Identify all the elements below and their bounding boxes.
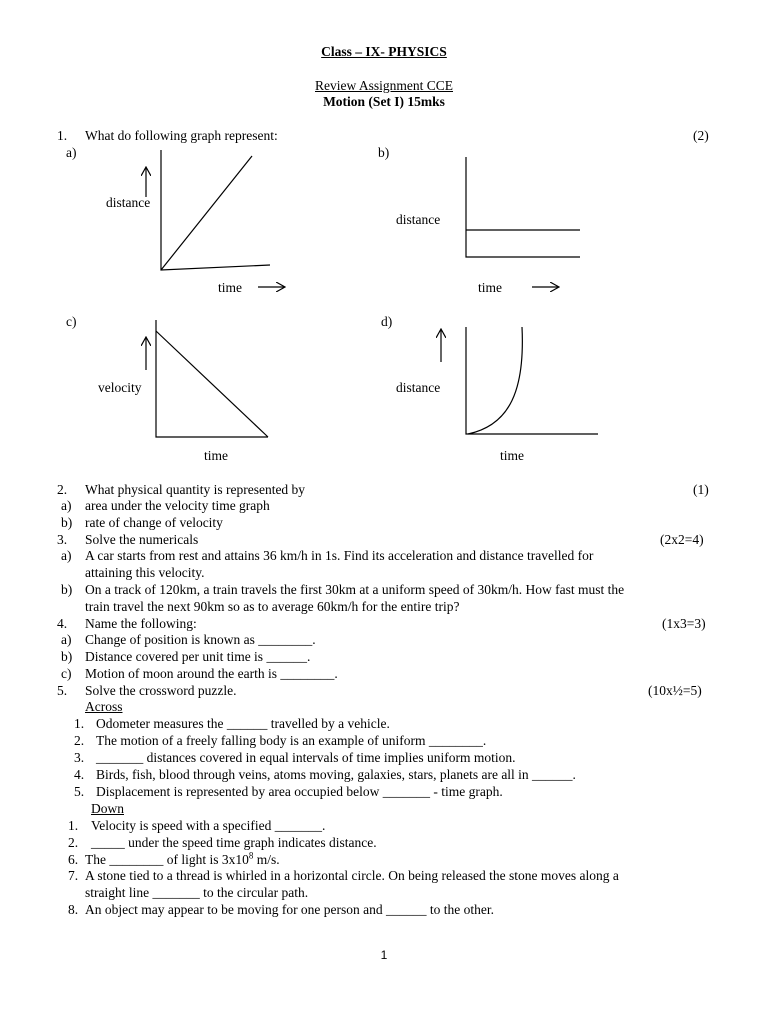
q3-a-line1: A car starts from rest and attains 36 km/h in 1s. Find its acceleration and distance travelled for [85,548,594,563]
down-6-text-after: m/s. [253,852,280,867]
down-6-num: 6. [68,852,79,867]
down-7-num: 7. [68,868,79,883]
q1-number: 1. [57,128,68,143]
q5-number: 5. [57,683,68,698]
across-4-text: Birds, fish, blood through veins, atoms moving, galaxies, stars, planets are all in ______. [96,767,576,782]
across-2-num: 2. [74,733,85,748]
q4-marks: (1x3=3) [662,616,706,631]
down-6-text [85,852,280,868]
q4-text: Name the following: [85,616,197,631]
across-3-num: 3. [74,750,85,765]
q2-b-text: rate of change of velocity [85,515,223,530]
q1-text: What do following graph represent: [85,128,278,143]
down-7-line2: straight line _______ to the circular path. [85,885,309,900]
across-5-text: Displacement is represented by area occupied below _______ - time graph. [96,784,503,799]
q3-b-line1: On a track of 120km, a train travels the first 30km at a uniform speed of 30km/h. How fast must the [85,582,625,597]
graph-d-y-label: distance [396,380,441,395]
page-title: Class – IX- PHYSICS [321,44,447,59]
q3-b-label: b) [61,582,73,597]
graph-a-y-label: distance [106,195,151,210]
across-heading: Across [85,699,123,714]
graph-c-axes [156,320,268,437]
graph-b-x-label: time [478,280,502,295]
q3-a-line2: attaining this velocity. [85,565,205,580]
across-2-text: The motion of a freely falling body is an example of uniform ________. [96,733,487,748]
across-4-num: 4. [74,767,85,782]
q2-b-label: b) [61,515,73,530]
q1-marks: (2) [693,128,709,143]
q3-number: 3. [57,532,68,547]
graph-c-line [156,331,268,437]
q2-marks: (1) [693,482,709,497]
q4-number: 4. [57,616,68,631]
down-6-superscript: 8 [248,850,254,861]
graph-b [466,157,580,287]
graph-a-x-label: time [218,280,242,295]
graph-a-label: a) [66,145,77,160]
q2-a-label: a) [61,498,72,513]
q3-a-label: a) [61,548,72,563]
q4-b-label: b) [61,649,73,664]
q2-a-text: area under the velocity time graph [85,498,270,513]
graph-d-x-label: time [500,448,524,463]
graph-b-y-label: distance [396,212,441,227]
graph-b-label: b) [378,145,390,160]
graph-d-axes [466,327,598,434]
q4-c-label: c) [61,666,72,681]
graph-a-line [161,156,252,270]
graph-a [146,150,284,287]
down-7-line1: A stone tied to a thread is whirled in a horizontal circle. On being released the stone moves along a [85,868,619,883]
set-title: Motion (Set I) 15mks [323,94,445,109]
q3-marks: (2x2=4) [660,532,704,547]
q3-text: Solve the numericals [85,532,199,547]
q4-a-label: a) [61,632,72,647]
q4-c-text: Motion of moon around the earth is ________. [85,666,338,681]
q4-a-text: Change of position is known as ________. [85,632,316,647]
graph-d [441,327,598,434]
down-2-num: 2. [68,835,79,850]
graph-a-axes [161,150,270,270]
down-heading: Down [91,801,124,816]
q2-number: 2. [57,482,68,497]
down-1-text: Velocity is speed with a specified _______. [91,818,326,833]
across-1-num: 1. [74,716,85,731]
down-2-text: _____ under the speed time graph indicates distance. [91,835,377,850]
graph-c-y-label: velocity [98,380,142,395]
q3-b-line2: train travel the next 90km so as to average 60km/h for the entire trip? [85,599,460,614]
page-number: 1 [380,948,388,962]
graph-d-label: d) [381,314,393,329]
graph-b-axes [466,157,580,257]
across-1-text: Odometer measures the ______ travelled by a vehicle. [96,716,390,731]
down-8-text: An object may appear to be moving for one person and ______ to the other. [85,902,495,917]
across-3-text: _______ distances covered in equal intervals of time implies uniform motion. [96,750,516,765]
q4-b-text: Distance covered per unit time is ______. [85,649,311,664]
down-6-text-before: The ________ of light is 3x10 [85,852,249,867]
q5-marks: (10x½=5) [648,683,702,698]
graph-d-curve [468,327,522,434]
down-1-num: 1. [68,818,79,833]
q2-text: What physical quantity is represented by [85,482,306,497]
q5-text: Solve the crossword puzzle. [85,683,237,698]
down-8-num: 8. [68,902,79,917]
graph-c-label: c) [66,314,77,329]
across-5-num: 5. [74,784,85,799]
graph-c-x-label: time [204,448,228,463]
assignment-subtitle: Review Assignment CCE [315,78,453,93]
graph-c [146,320,268,437]
